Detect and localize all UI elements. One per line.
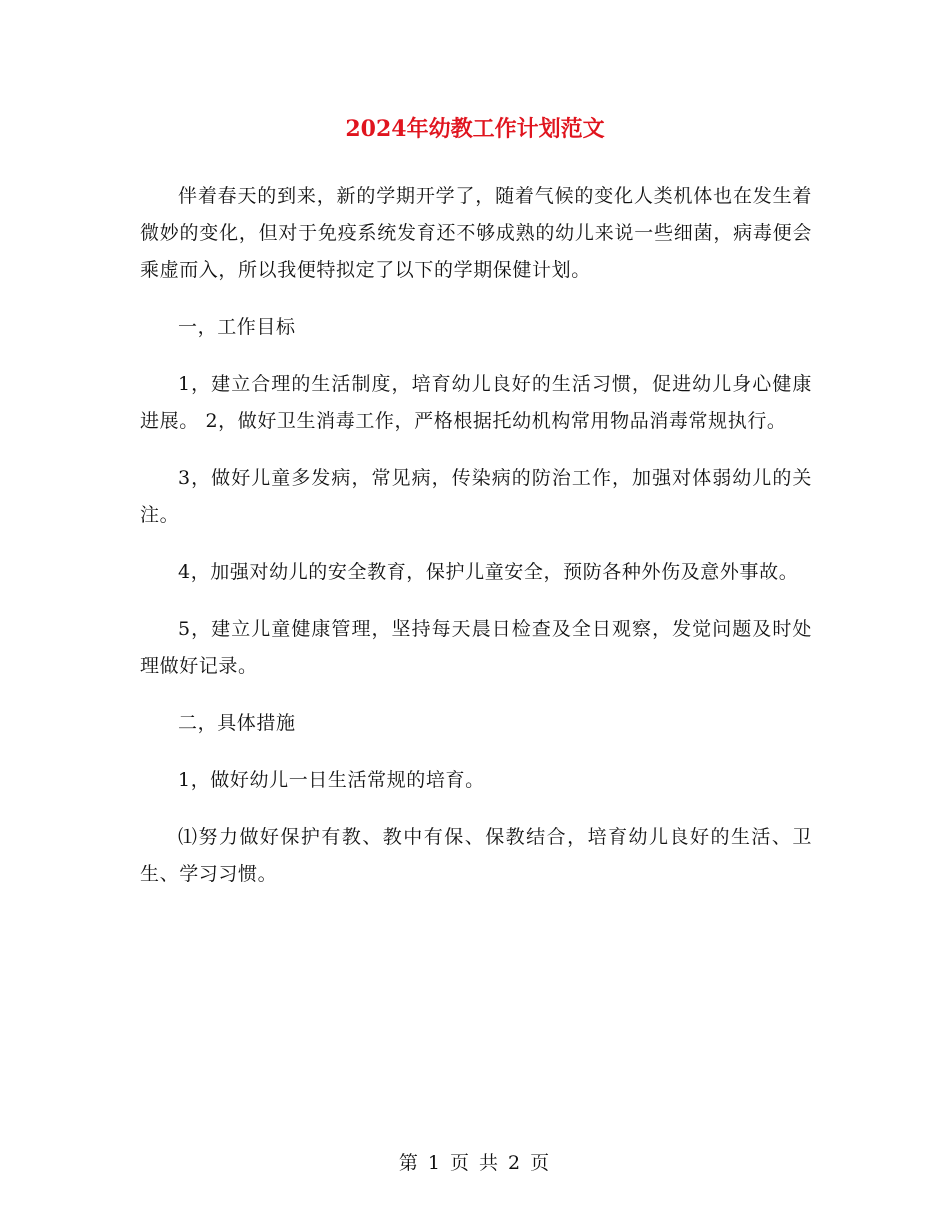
paragraph-goal-5: 5，建立儿童健康管理，坚持每天晨日检查及全日观察，发觉问题及时处理做好记录。 bbox=[140, 618, 812, 677]
paragraph-measure-1-1: ⑴努力做好保护有教、教中有保、保教结合，培育幼儿良好的生活、卫生、学习习惯。 bbox=[140, 826, 812, 885]
paragraph-goal-3: 3，做好儿童多发病，常见病，传染病的防治工作，加强对体弱幼儿的关注。 bbox=[140, 467, 812, 526]
section-heading-measures: 二，具体措施 bbox=[178, 712, 296, 734]
paragraph-measure-1: 1，做好幼儿一日生活常规的培育。 bbox=[178, 769, 485, 791]
paragraph-goal-4: 4，加强对幼儿的安全教育，保护儿童安全，预防各种外伤及意外事故。 bbox=[178, 561, 799, 583]
document-title: 2024年幼教工作计划范文 bbox=[345, 116, 605, 142]
section-heading-goals: 一，工作目标 bbox=[178, 316, 296, 338]
document-body bbox=[140, 178, 812, 913]
paragraph-goal-1-2: 1，建立合理的生活制度，培育幼儿良好的生活习惯，促进幼儿身心健康进展。 2，做好卫生消毒工作，严格根据托幼机构常用物品消毒常规执行。 bbox=[140, 373, 812, 432]
page-footer: 第 1 页 共 2 页 bbox=[398, 1152, 552, 1174]
paragraph-intro: 伴着春天的到来，新的学期开学了，随着气候的变化人类机体也在发生着微妙的变化，但对于免疫系统发育还不够成熟的幼儿来说一些细菌，病毒便会乘虚而入，所以我便特拟定了以下的学期保健计划。 bbox=[140, 185, 812, 281]
